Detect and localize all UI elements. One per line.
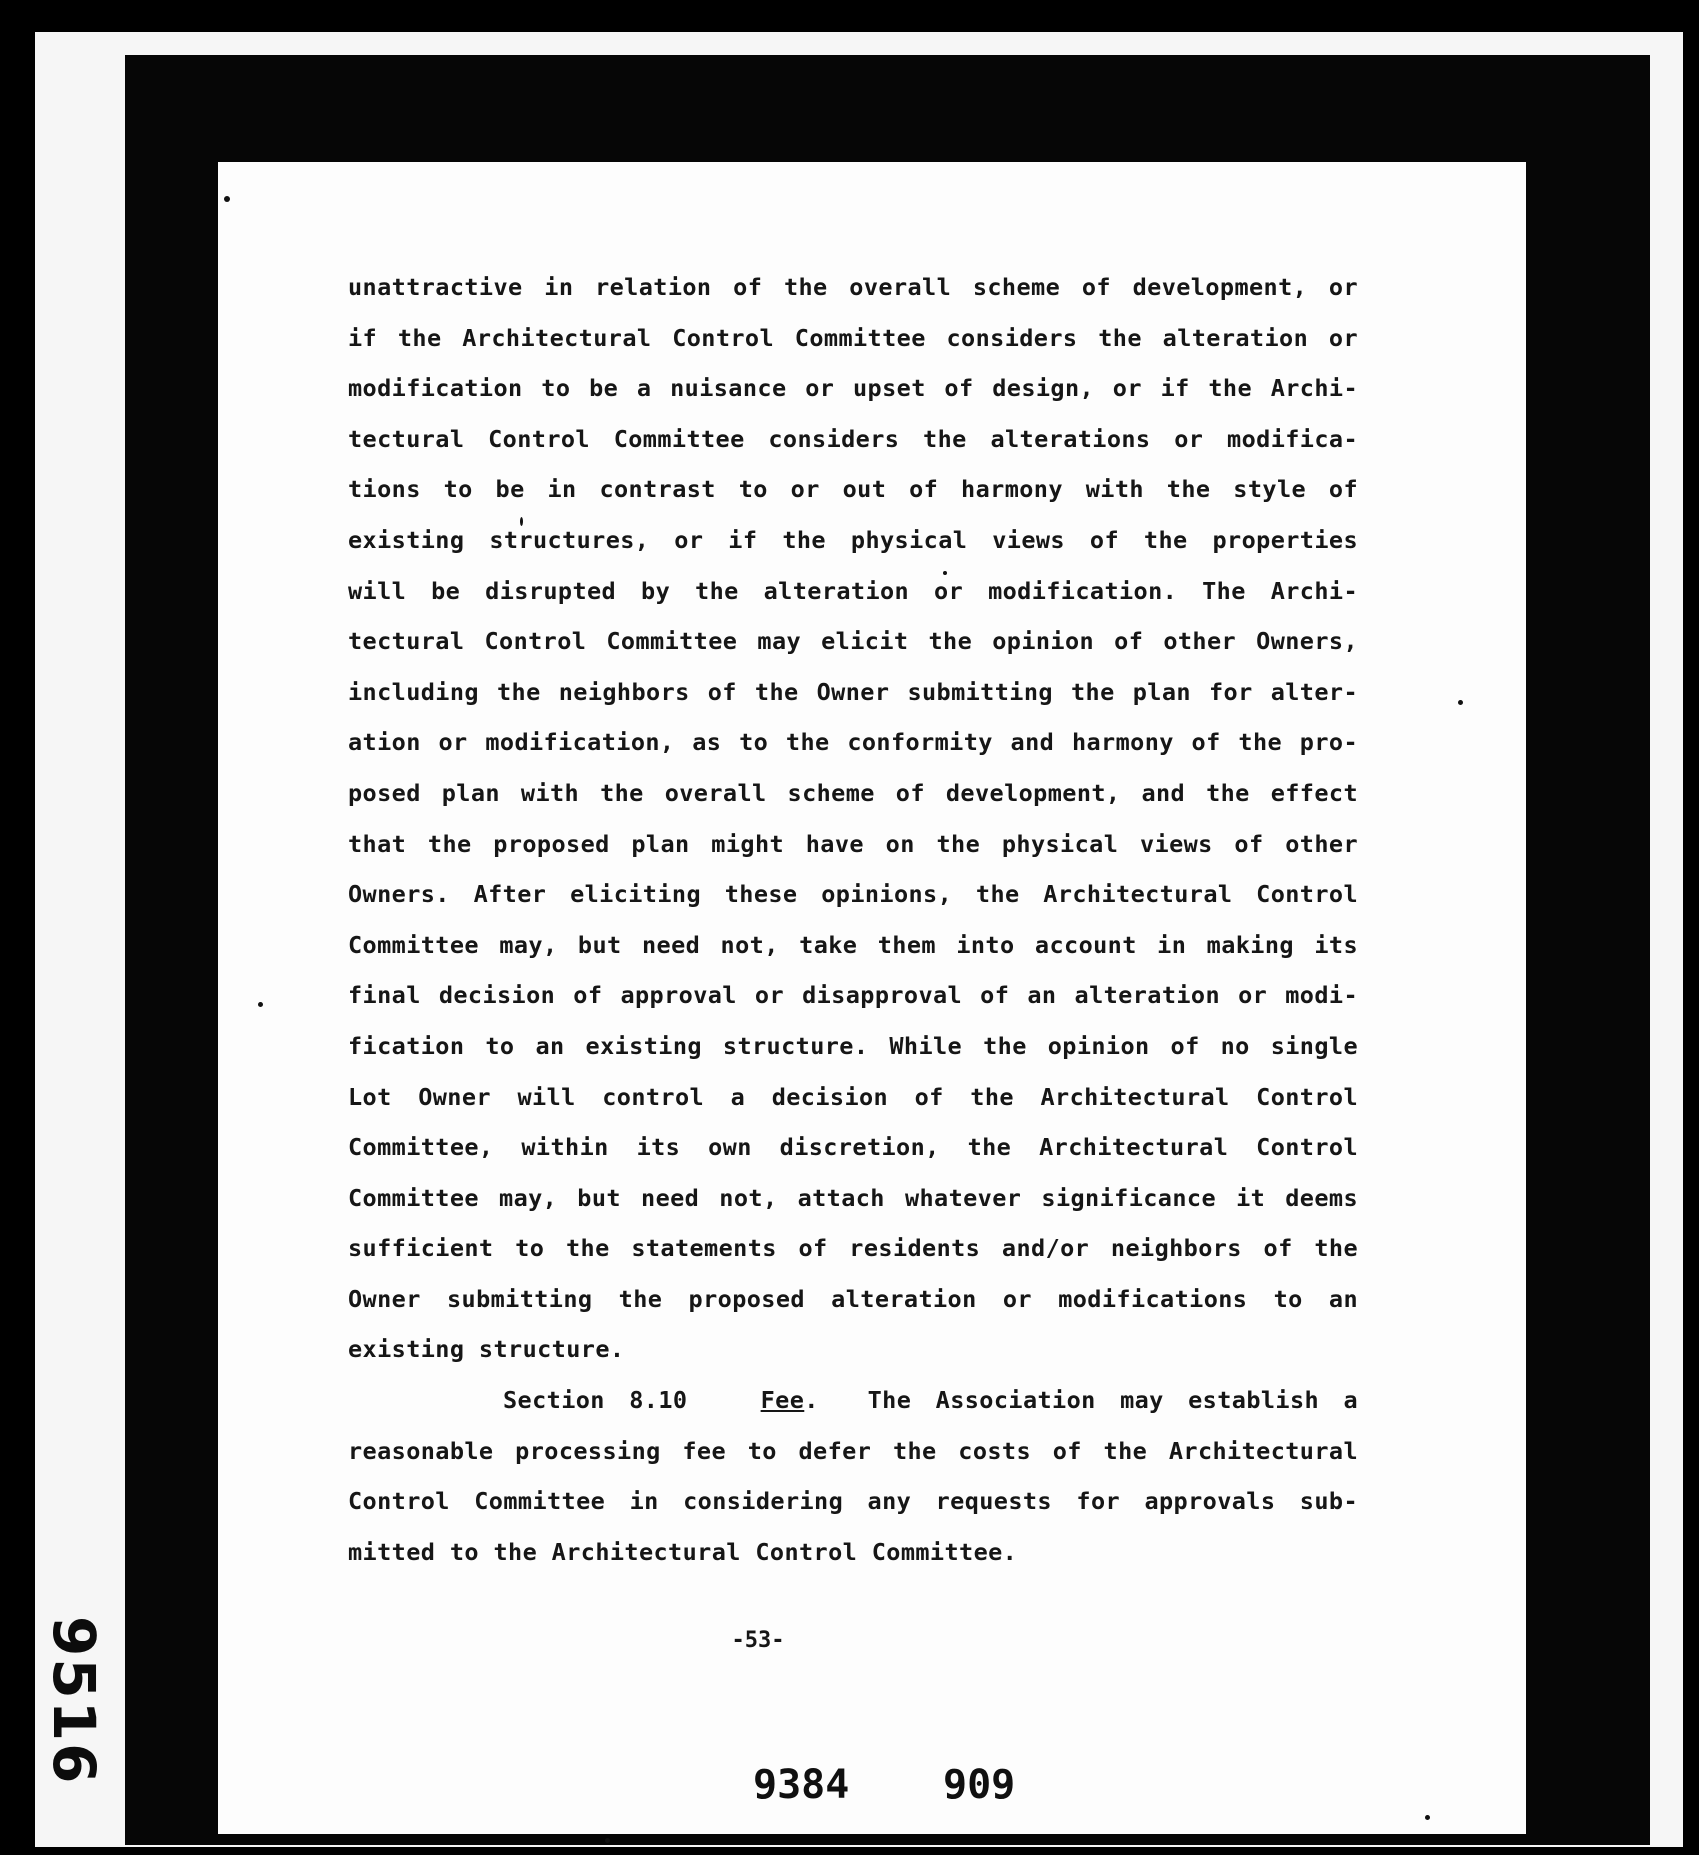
recording-book-number: 9384 [753, 1762, 850, 1808]
section-line: Control Committee in considering any requests for approvals sub- [348, 1487, 1358, 1516]
section-first-line-text: The Association may establish a [867, 1386, 1358, 1415]
scan-speck [605, 1838, 610, 1843]
section-heading: Fee [760, 1386, 805, 1415]
paragraph-line: Committee may, but need not, take them into account in making its [348, 930, 1358, 959]
paragraph-line: if the Architectural Control Committee considers the alteration or [348, 323, 1358, 352]
scan-speck [943, 571, 947, 575]
page-number: -53- [731, 1628, 785, 1653]
scan-speck [1425, 1815, 1430, 1820]
document-page [218, 162, 1526, 1834]
paragraph-line: Committee, within its own discretion, the Architectural Control [348, 1133, 1358, 1162]
paragraph-line: Owners. After eliciting these opinions, the Architectural Control [348, 880, 1358, 909]
body-text [348, 262, 1358, 1577]
paragraph-line: will be disrupted by the alteration or modification. The Archi- [348, 576, 1358, 605]
paragraph-line: sufficient to the statements of residents and/or neighbors of the [348, 1234, 1358, 1263]
paragraph-line: existing structures, or if the physical views of the properties [348, 525, 1358, 554]
scan-speck [258, 1002, 263, 1007]
section-8-10-first-line: Section 8.10 Fee. The Association may establish a [503, 1386, 1358, 1415]
section-number: Section 8.10 [503, 1386, 688, 1415]
paragraph-line: including the neighbors of the Owner submitting the plan for alter- [348, 677, 1358, 706]
paragraph-line: Lot Owner will control a decision of the Architectural Control [348, 1082, 1358, 1111]
paragraph-line: existing structure. [348, 1335, 625, 1364]
paragraph-line: unattractive in relation of the overall scheme of development, or [348, 273, 1358, 301]
section-line: reasonable processing fee to defer the costs of the Architectural [348, 1436, 1358, 1465]
scan-speck [1458, 700, 1463, 705]
paragraph-line: Owner submitting the proposed alteration or modifications to an [348, 1284, 1358, 1313]
paragraph-line: tectural Control Committee considers the alterations or modifica- [348, 424, 1358, 453]
recording-page-number: 909 [943, 1762, 1016, 1808]
paragraph-line: tions to be in contrast to or out of harmony with the style of [348, 475, 1358, 504]
section-8-10-body [348, 1426, 1358, 1578]
side-stamp: 9516 [40, 1616, 108, 1786]
scan-speck [520, 517, 523, 526]
paragraph-line: fication to an existing structure. While the opinion of no single [348, 1031, 1358, 1060]
paragraph-line: final decision of approval or disapproval of an alteration or modi- [348, 981, 1358, 1010]
paragraph-line: posed plan with the overall scheme of development, and the effect [348, 778, 1358, 807]
paragraph-line: ation or modification, as to the conformity and harmony of the pro- [348, 728, 1358, 757]
paragraph-line: modification to be a nuisance or upset of design, or if the Archi- [348, 374, 1358, 403]
scan-speck [224, 196, 230, 202]
section-line: mitted to the Architectural Control Committee. [348, 1537, 1018, 1566]
covenant-paragraph [348, 262, 1358, 1375]
paragraph-line: that the proposed plan might have on the physical views of other [348, 829, 1358, 858]
paragraph-line: Committee may, but need not, attach whatever significance it deems [348, 1183, 1358, 1212]
paragraph-line: tectural Control Committee may elicit the opinion of other Owners, [348, 627, 1358, 656]
